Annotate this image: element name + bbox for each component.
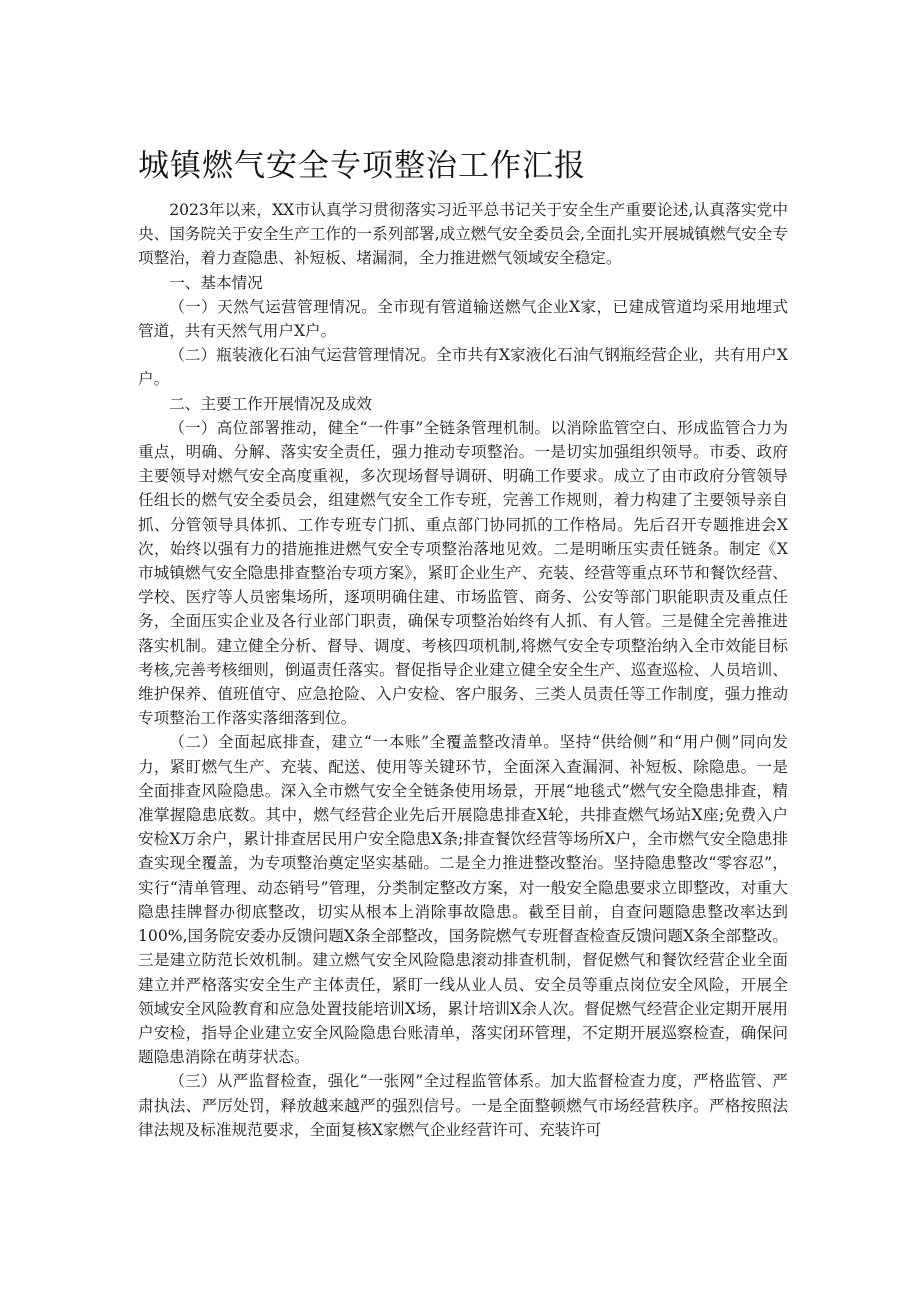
document-body [138, 198, 788, 1142]
paragraph-strict-supervision: （三）从严监督检查，强化“一张网”全过程监管体系。加大监督检查力度，严格监管、严肃执法、严厉处罚，释放越来越严的强烈信号。一是全面整顿燃气市场经营秩序。严格按照法律法规及标准规范要求，全面复核X家燃气企业经营许可、充装许可 [138, 1072, 788, 1139]
section-heading-basic-situation: 一、基本情况 [169, 273, 263, 292]
section-heading-main-work: 二、主要工作开展情况及成效 [169, 394, 372, 413]
intro-paragraph: 2023年以来，XX市认真学习贯彻落实习近平总书记关于安全生产重要论述,认真落实党中央、国务院关于安全生产工作的一系列部署,成立燃气安全委员会,全面扎实开展城镇燃气安全专项整治，着力查隐患、补短板、堵漏洞，全力推进燃气领域安全稳定。 [138, 201, 788, 268]
paragraph-high-level-deployment: （一）高位部署推动，健全“一件事”全链条管理机制。以消除监管空白、形成监管合力为重点，明确、分解、落实安全责任，强力推动专项整治。一是切实加强组织领导。市委、政府主要领导对燃气安全高度重视，多次现场督导调研、明确工作要求。成立了由市政府分管领导任组长的燃气安全委员会，组建燃气安全工作专班，完善工作规则，着力构建了主要领导亲自抓、分管领导具体抓、工作专班专门抓、重点部门协同抓的工作格局。先后召开专题推进会X次，始终以强有力的措施推进燃气安全专项整治落地见效。二是明晰压实责任链条。制定《X市城镇燃气安全隐患排查整治专项方案》，紧盯企业生产、充装、经营等重点环节和餐饮经营、学校、医疗等人员密集场所，逐项明确住建、市场监管、商务、公安等部门职能职责及重点任务，全面压实企业及各行业部门职责，确保专项整治始终有人抓、有人管。三是健全完善推进落实机制。建立健全分析、督导、调度、考核四项机制,将燃气安全专项整治纳入全市效能目标考核,完善考核细则，倒逼责任落实。督促指导企业建立健全安全生产、巡查巡检、人员培训、维护保养、值班值守、应急抢险、入户安检、客户服务、三类人员责任等工作制度，强力推动专项整治工作落实落细落到位。 [138, 418, 788, 728]
paragraph-lpg-operation: （二）瓶装液化石油气运营管理情况。全市共有X家液化石油气钢瓶经营企业，共有用户X户。 [138, 346, 788, 389]
paragraph-natural-gas-operation: （一）天然气运营管理情况。全市现有管道输送燃气企业X家，已建成管道均采用地埋式管道，共有天然气用户X户。 [138, 297, 788, 341]
paragraph-comprehensive-inspection: （二）全面起底排查，建立“一本账”全覆盖整改清单。坚持“供给侧”和“用户侧”同向发力，紧盯燃气生产、充装、配送、使用等关键环节，全面深入查漏洞、补短板、除隐患。一是全面排查风险隐患。深入全市燃气安全全链条使用场景，开展“地毯式”燃气安全隐患排查，精准掌握隐患底数。其中，燃气经营企业先后开展隐患排查X轮，共排查燃气场站X座;免费入户安检X万余户，累计排查居民用户安全隐患X条;排查餐饮经营等场所X户，全市燃气安全隐患排查实现全覆盖，为专项整治奠定坚实基础。二是全力推进整改整治。坚持隐患整改“零容忍”，实行“清单管理、动态销号”管理，分类制定整改方案，对一般安全隐患要求立即整改，对重大隐患挂牌督办彻底整改，切实从根本上消除事故隐患。截至目前，自查问题隐患整改率达到100%,国务院安委办反馈问题X条全部整改，国务院燃气专班督查检查反馈问题X条全部整改。三是建立防范长效机制。建立燃气安全风险隐患滚动排查机制，督促燃气和餐饮经营企业全面建立并严格落实安全生产主体责任，紧盯一线从业人员、安全员等重点岗位安全风险，开展全领域安全风险教育和应急处置技能培训X场，累计培训X余人次。督促燃气经营企业定期开展用户安检，指导企业建立安全风险隐患台账清单，落实闭环管理，不定期开展巡察检查，确保问题隐患消除在萌芽状态。 [138, 733, 788, 1067]
document-title: 城镇燃气安全专项整治工作汇报 [138, 148, 586, 184]
